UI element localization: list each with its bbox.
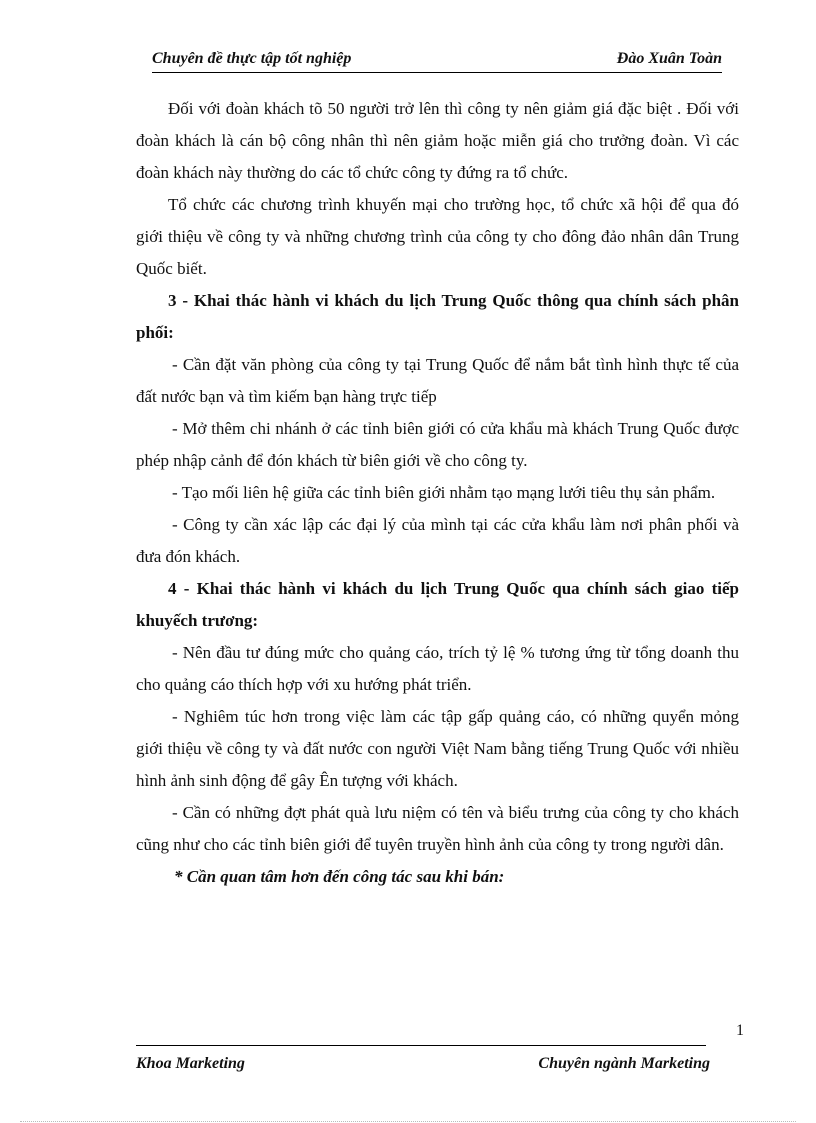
list-item: - Tạo mối liên hệ giữa các tỉnh biên giới nhằm tạo mạng lưới tiêu thụ sản phẩm. (172, 483, 716, 502)
list-item: - Mở thêm chi nhánh ở các tỉnh biên giới có cửa khẩu mà khách Trung Quốc được phép nhập cảnh để đón khách từ biên giới về cho công ty. (136, 419, 739, 470)
section-heading-4: 4 - Khai thác hành vi khách du lịch Trung Quốc qua chính sách giao tiếp khuyếch trương: (136, 579, 739, 630)
header-author: Đào Xuân Toàn (616, 50, 722, 67)
paragraph: Tổ chức các chương trình khuyến mại cho trường học, tổ chức xã hội để qua đó giới thiệu về công ty và những chương trình của công ty cho đông đảo nhân dân Trung Quốc biết. (136, 195, 739, 278)
list-item: - Cần có những đợt phát quà lưu niệm có tên và biểu trưng của công ty cho khách cũng như cho các tỉnh biên giới để tuyên truyền hình ảnh của công ty trong người dân. (136, 803, 739, 854)
list-item: - Công ty cần xác lập các đại lý của mình tại các cửa khẩu làm nơi phân phối và đưa đón khách. (136, 515, 739, 566)
list-item: - Nghiêm túc hơn trong việc làm các tập gấp quảng cáo, có những quyển mỏng giới thiệu về công ty và đất nước con người Việt Nam bằng tiếng Trung Quốc với nhiều hình ảnh sinh động để gây Ên tượng với khách. (136, 707, 739, 790)
page-edge-dots (20, 1121, 796, 1122)
footer-major: Chuyên ngành Marketing (538, 1055, 710, 1072)
subheading: * Cần quan tâm hơn đến công tác sau khi bán: (174, 867, 505, 886)
page-header (152, 50, 722, 73)
list-item: - Cần đặt văn phòng của công ty tại Trung Quốc để nắm bắt tình hình thực tế của đất nước bạn và tìm kiếm bạn hàng trực tiếp (136, 355, 739, 406)
paragraph: Đối với đoàn khách tõ 50 người trở lên thì công ty nên giảm giá đặc biệt . Đối với đoàn khách là cán bộ công nhân thì nên giảm hoặc miễn giá cho trưởng đoàn. Vì các đoàn khách này thường do các tổ chức công ty đứng ra tổ chức. (136, 99, 739, 182)
footer-divider (136, 1045, 706, 1046)
section-heading-3: 3 - Khai thác hành vi khách du lịch Trung Quốc thông qua chính sách phân phối: (136, 291, 739, 342)
header-title: Chuyên đề thực tập tốt nghiệp (152, 50, 352, 67)
footer-faculty: Khoa Marketing (136, 1055, 245, 1072)
document-body (136, 93, 739, 893)
list-item: - Nên đầu tư đúng mức cho quảng cáo, trích tỷ lệ % tương ứng từ tổng doanh thu cho quảng cáo thích hợp với xu hướng phát triển. (136, 643, 739, 694)
page-number: 1 (736, 1022, 744, 1039)
